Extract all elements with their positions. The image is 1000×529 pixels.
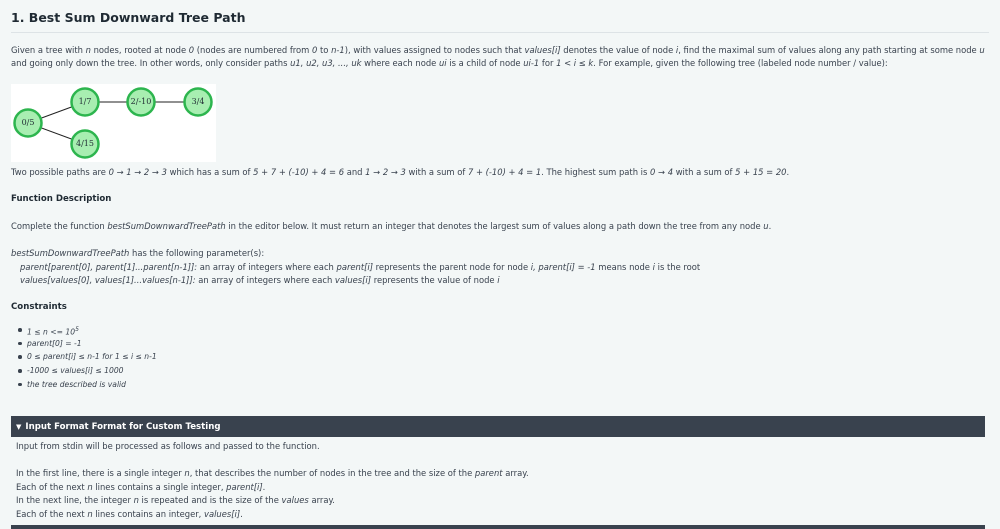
constraint-item: 0 ≤ parent[i] ≤ n-1 for 1 ≤ i ≤ n-1 bbox=[18, 350, 157, 364]
parameter-parent: parent[parent[0], parent[1]...parent[n-1]]: an array of integers where each parent[i] represents the parent node for node i, parent[i] = -1 means node i is the root bbox=[20, 262, 701, 272]
tree-node-0 bbox=[15, 110, 42, 137]
input-format-section-toggle[interactable] bbox=[11, 416, 985, 437]
triangle-down-icon: ▼ bbox=[16, 422, 22, 431]
function-description-text: Complete the function bestSumDownwardTreePath in the editor below. It must return an integer that denotes the largest sum of values along a path down the tree from any node u. bbox=[11, 221, 772, 231]
constraints-list bbox=[18, 323, 157, 391]
tree-node-0-label: 0/5 bbox=[21, 118, 35, 127]
input-format-heading: Input Format Format for Custom Testing bbox=[25, 421, 221, 432]
tree-node-3-label: 3/4 bbox=[191, 97, 205, 106]
constraints-heading: Constraints bbox=[11, 302, 67, 312]
function-description-heading: Function Description bbox=[11, 194, 112, 204]
input-format-line: In the first line, there is a single integer n, that describes the number of nodes in the tree and the size of the parent array. bbox=[16, 468, 529, 478]
next-section-bar[interactable] bbox=[11, 525, 985, 529]
tree-node-1-label: 1/7 bbox=[78, 97, 92, 106]
tree-node-4-label: 4/15 bbox=[76, 139, 94, 148]
input-format-line: Each of the next n lines contains a single integer, parent[i]. bbox=[16, 482, 266, 492]
input-format-line: Each of the next n lines contains an integer, values[i]. bbox=[16, 509, 243, 519]
parameter-values: values[values[0], values[1]...values[n-1]]: an array of integers where each values[i] represents the value of node i bbox=[20, 275, 500, 285]
tree-node-4 bbox=[72, 131, 99, 158]
constraint-item: parent[0] = -1 bbox=[18, 337, 157, 351]
input-format-line: Input from stdin will be processed as follows and passed to the function. bbox=[16, 441, 320, 451]
parameters-heading: bestSumDownwardTreePath has the following parameter(s): bbox=[11, 248, 265, 258]
tree-diagram bbox=[11, 84, 216, 162]
input-format-line: In the next line, the integer n is repeated and is the size of the values array. bbox=[16, 495, 335, 505]
tree-node-3 bbox=[185, 89, 212, 116]
tree-node-1 bbox=[72, 89, 99, 116]
problem-title: 1. Best Sum Downward Tree Path bbox=[11, 10, 246, 25]
tree-node-2 bbox=[128, 89, 155, 116]
problem-intro: Given a tree with n nodes, rooted at node 0 (nodes are numbered from 0 to n-1), with values assigned to nodes such that values[i] denotes the value of node i, find the maximal sum of values along any path starting at some node u and going only down the tree. In other words, only consider paths u1, u2, u3, ..., uk where each node ui is a child of node ui-1 for 1 < i ≤ k. For example, given the following tree (labeled node number / value): bbox=[11, 45, 985, 68]
constraint-item: -1000 ≤ values[i] ≤ 1000 bbox=[18, 364, 157, 378]
constraint-item: the tree described is valid bbox=[18, 378, 157, 392]
example-explanation: Two possible paths are 0 → 1 → 2 → 3 which has a sum of 5 + 7 + (-10) + 4 = 6 and 1 → 2 → 3 with a sum of 7 + (-10) + 4 = 1. The highest sum path is 0 → 4 with a sum of 5 + 15 = 20. bbox=[11, 167, 790, 177]
tree-node-2-label: 2/-10 bbox=[130, 97, 152, 106]
constraint-item: $1 \le n <= 10^5$ bbox=[18, 323, 157, 337]
title-divider bbox=[11, 32, 989, 33]
